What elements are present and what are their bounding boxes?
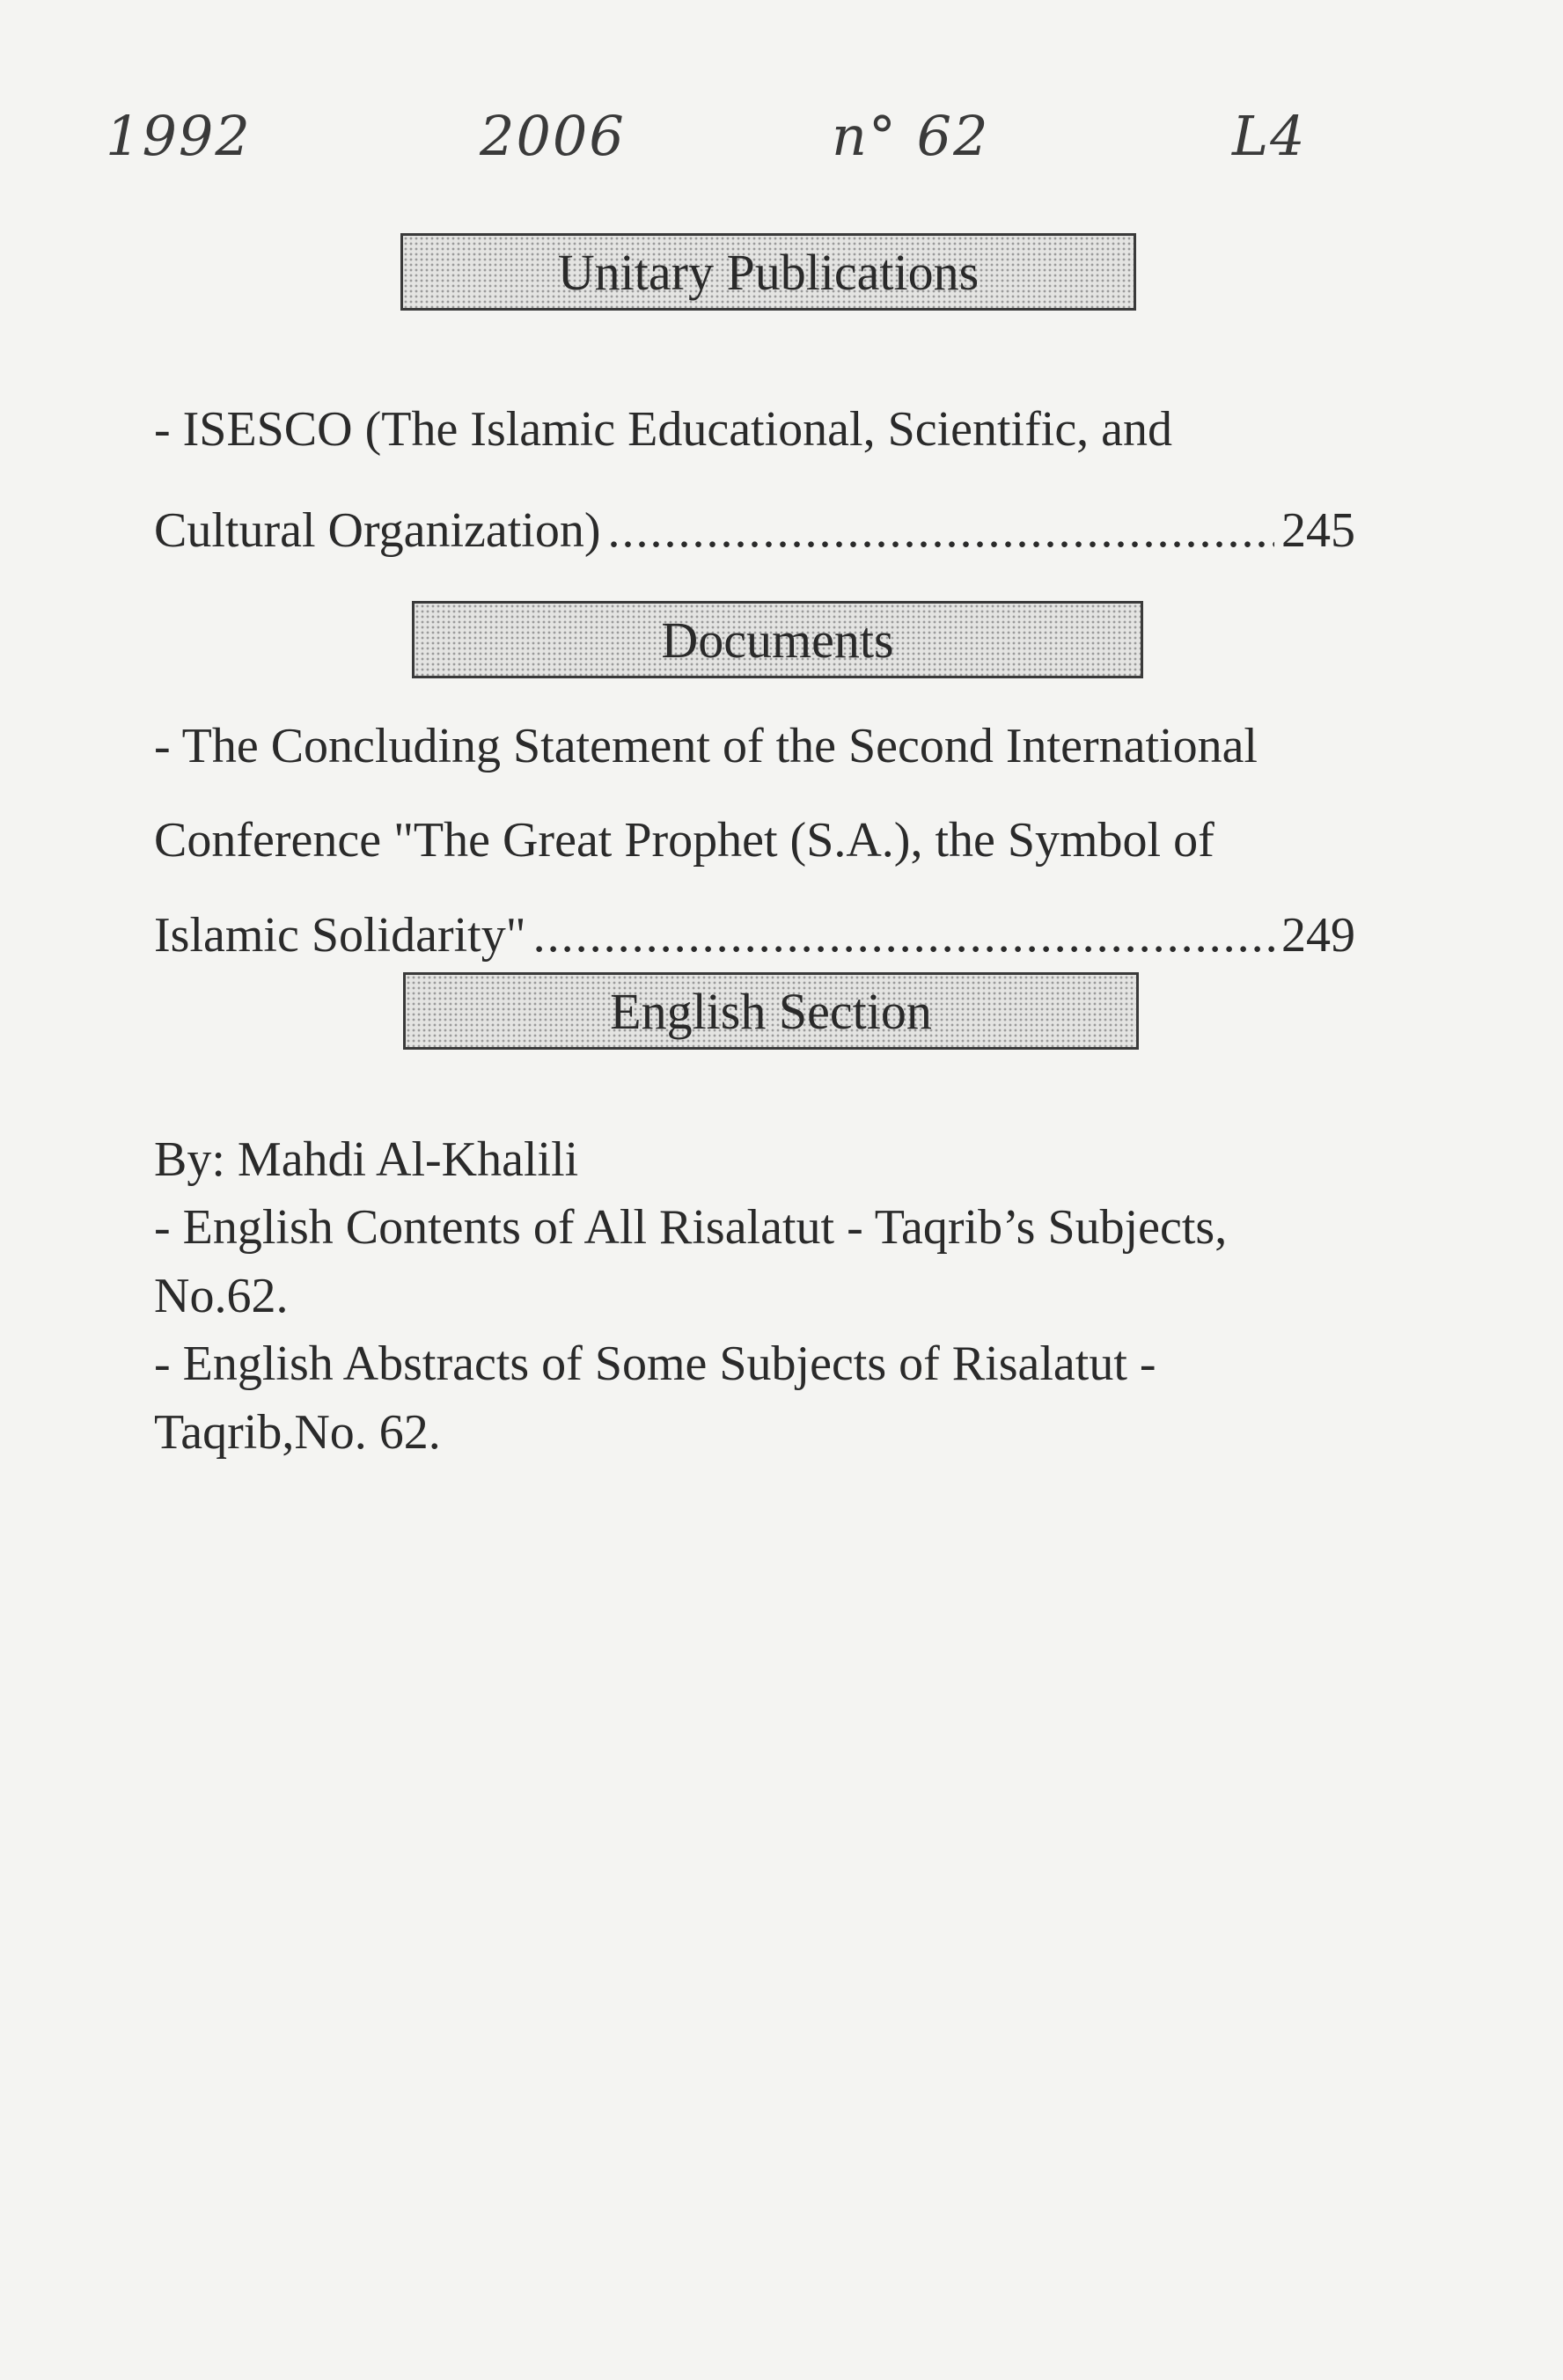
list-item	[154, 1335, 1355, 1393]
list-item-text: Taqrib,No. 62.	[154, 1405, 441, 1460]
list-item	[154, 1403, 1355, 1461]
list-item-text: - English Abstracts of Some Subjects of Risalatut -	[154, 1336, 1156, 1391]
list-item-text: - English Contents of All Risalatut - Taqrib’s Subjects,	[154, 1200, 1228, 1255]
leader-dots	[533, 906, 1274, 964]
handwritten-issue-note: n° 62	[832, 104, 990, 168]
toc-entry-line	[154, 811, 1355, 869]
toc-entry-text: - The Concluding Statement of the Second International	[154, 719, 1258, 773]
handwritten-year-note: 1992	[106, 104, 252, 168]
section-title: Documents	[661, 611, 894, 669]
toc-entry-text: Islamic Solidarity"	[154, 908, 526, 963]
section-title: English Section	[610, 982, 932, 1040]
section-header-documents	[412, 601, 1143, 678]
section-title: Unitary Publications	[557, 243, 980, 301]
toc-entry-line	[154, 502, 1355, 560]
toc-entry-text: - ISESCO (The Islamic Educational, Scientific, and	[154, 402, 1173, 457]
byline-text: By: Mahdi Al-Khalili	[154, 1132, 579, 1187]
section-header-unitary-publications	[400, 233, 1136, 311]
toc-entry-line	[154, 906, 1355, 964]
byline	[154, 1131, 1355, 1189]
page-number: 245	[1281, 503, 1355, 558]
toc-entry-text: Conference "The Great Prophet (S.A.), the Symbol of	[154, 813, 1214, 868]
toc-entry-line	[154, 717, 1355, 775]
handwritten-code-note: L4	[1232, 104, 1307, 168]
page-number: 249	[1281, 908, 1355, 963]
list-item	[154, 1267, 1355, 1325]
toc-entry-text: Cultural Organization)	[154, 503, 601, 558]
list-item	[154, 1198, 1355, 1256]
section-header-english-section	[403, 972, 1139, 1050]
list-item-text: No.62.	[154, 1269, 289, 1323]
leader-dots	[608, 502, 1275, 560]
toc-entry-line	[154, 400, 1355, 458]
handwritten-year-note: 2006	[480, 104, 626, 168]
